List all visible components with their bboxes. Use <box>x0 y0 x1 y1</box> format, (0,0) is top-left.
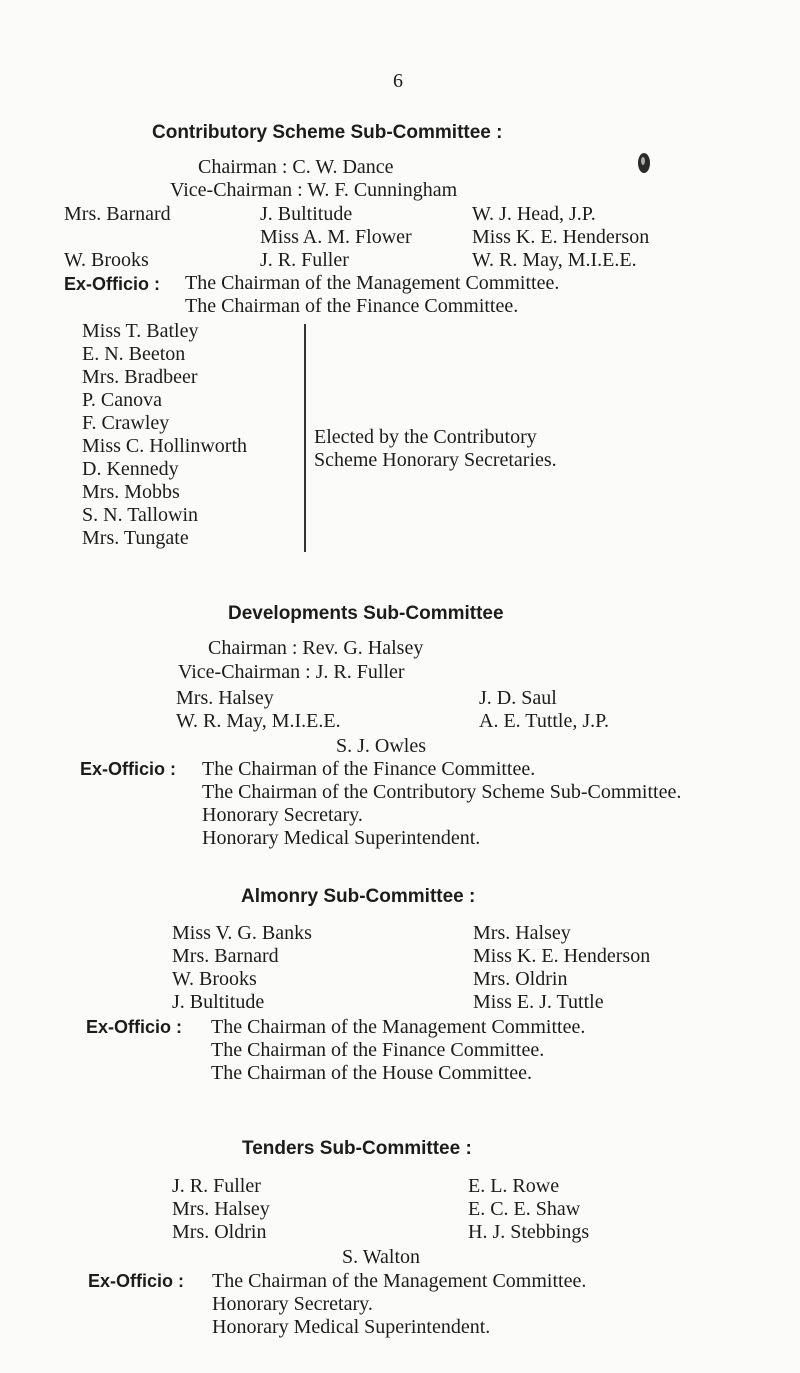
member <box>64 226 171 249</box>
member: Miss K. E. Henderson <box>472 226 650 248</box>
member: J. R. Fuller <box>172 1175 261 1197</box>
elected-member: F. Crawley <box>82 412 170 434</box>
member: J. R. Fuller <box>260 249 349 271</box>
developments-ex-officio-label: Ex-Officio : <box>80 759 177 779</box>
elected-member: P. Canova <box>82 389 162 411</box>
member: H. J. Stebbings <box>468 1221 590 1243</box>
contributory-heading: Contributory Scheme Sub-Committee : <box>152 122 503 143</box>
tenders-ex-officio-label: Ex-Officio : <box>88 1271 185 1291</box>
member: A. E. Tuttle, J.P. <box>479 710 610 732</box>
contributory-elected-note <box>314 426 557 472</box>
member: E. C. E. Shaw <box>468 1198 581 1220</box>
tenders-heading: Tenders Sub-Committee : <box>242 1138 472 1159</box>
tenders-members-left <box>172 1175 270 1244</box>
contributory-elected-list <box>82 320 247 550</box>
almonry-ex-officio-list <box>211 1016 585 1085</box>
tenders-members-right <box>468 1175 589 1244</box>
developments-chairman: Chairman : Rev. G. Halsey <box>208 637 424 659</box>
contributory-members-col1 <box>64 203 171 272</box>
note-line: Scheme Honorary Secretaries. <box>314 449 557 471</box>
ex-officio-item: The Chairman of the Management Committee. <box>211 1016 586 1038</box>
elected-member: Mrs. Mobbs <box>82 481 180 503</box>
almonry-heading: Almonry Sub-Committee : <box>241 886 476 907</box>
member: J. D. Saul <box>479 687 557 709</box>
developments-vice-chairman: Vice-Chairman : J. R. Fuller <box>178 661 405 683</box>
brace <box>304 324 306 552</box>
member: Miss K. E. Henderson <box>473 945 651 967</box>
contributory-chairman: Chairman : C. W. Dance <box>198 156 394 178</box>
almonry-members-left <box>172 922 312 1014</box>
elected-member: E. N. Beeton <box>82 343 186 365</box>
ex-officio-item: The Chairman of the House Committee. <box>211 1062 533 1084</box>
contributory-members-col3 <box>472 203 649 272</box>
ex-officio-item: The Chairman of the Management Committee. <box>212 1270 587 1292</box>
elected-member: Miss T. Batley <box>82 320 199 342</box>
elected-member: Miss C. Hollinworth <box>82 435 248 457</box>
elected-member: Mrs. Tungate <box>82 527 189 549</box>
member: W. J. Head, J.P. <box>472 203 596 225</box>
elected-member: S. N. Tallowin <box>82 504 199 526</box>
almonry-ex-officio-label: Ex-Officio : <box>86 1017 183 1037</box>
member: W. R. May, M.I.E.E. <box>472 249 637 271</box>
tenders-ex-officio-list <box>212 1270 586 1339</box>
developments-members-left <box>176 687 341 733</box>
member: Miss E. J. Tuttle <box>473 991 604 1013</box>
almonry-members-right <box>473 922 650 1014</box>
member: W. R. May, M.I.E.E. <box>176 710 341 732</box>
ex-officio-item: The Chairman of the Finance Committee. <box>185 295 519 317</box>
developments-members-right <box>479 687 609 733</box>
developments-ex-officio-list <box>202 758 681 850</box>
contributory-ex-officio-label: Ex-Officio : <box>64 274 161 294</box>
tenders-member-center: S. Walton <box>342 1246 421 1268</box>
contributory-ex-officio-list <box>185 272 559 318</box>
ex-officio-item: The Chairman of the Finance Committee. <box>202 758 536 780</box>
member: Miss V. G. Banks <box>172 922 312 944</box>
note-line: Elected by the Contributory <box>314 426 537 448</box>
ex-officio-item: The Chairman of the Management Committee. <box>185 272 560 294</box>
member: W. Brooks <box>172 968 257 990</box>
member: Mrs. Halsey <box>172 1198 270 1220</box>
member: Mrs. Barnard <box>172 945 279 967</box>
member: J. Bultitude <box>260 203 353 225</box>
ex-officio-item: The Chairman of the Contributory Scheme Sub-Committee. <box>202 781 682 803</box>
ex-officio-item: The Chairman of the Finance Committee. <box>211 1039 545 1061</box>
ex-officio-item: Honorary Secretary. <box>212 1293 373 1315</box>
page-number: 6 <box>393 70 403 92</box>
elected-member: D. Kennedy <box>82 458 179 480</box>
member: Mrs. Oldrin <box>473 968 568 990</box>
member: E. L. Rowe <box>468 1175 560 1197</box>
ex-officio-item: Honorary Secretary. <box>202 804 363 826</box>
elected-member: Mrs. Bradbeer <box>82 366 198 388</box>
member: Mrs. Barnard <box>64 203 171 225</box>
developments-heading: Developments Sub-Committee <box>228 603 504 624</box>
contributory-vice-chairman: Vice-Chairman : W. F. Cunningham <box>170 179 458 201</box>
member: Mrs. Oldrin <box>172 1221 267 1243</box>
ex-officio-item: Honorary Medical Superintendent. <box>202 827 481 849</box>
developments-member-center: S. J. Owles <box>336 735 427 757</box>
contributory-members-col2 <box>260 203 412 272</box>
member: W. Brooks <box>64 249 149 271</box>
member: Mrs. Halsey <box>176 687 274 709</box>
ex-officio-item: Honorary Medical Superintendent. <box>212 1316 491 1338</box>
member: Mrs. Halsey <box>473 922 571 944</box>
stamp-mark <box>637 152 651 174</box>
member: J. Bultitude <box>172 991 265 1013</box>
member: Miss A. M. Flower <box>260 226 412 248</box>
